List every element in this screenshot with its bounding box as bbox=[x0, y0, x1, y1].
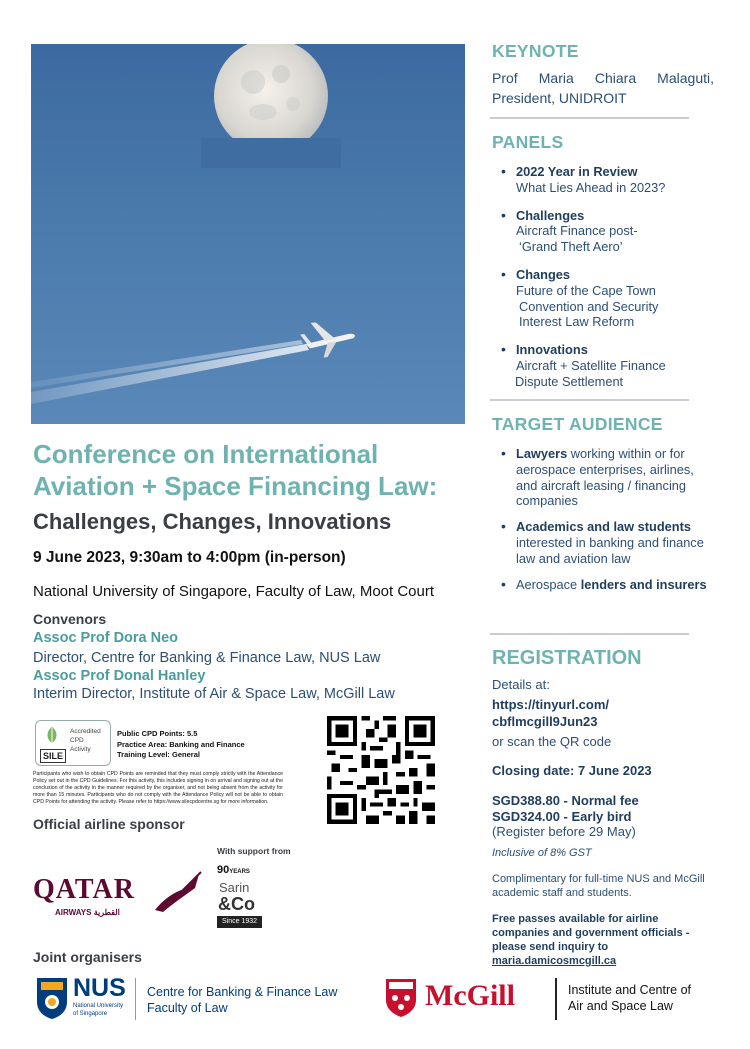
oryx-icon bbox=[151, 870, 203, 916]
cpd-practice-area: Practice Area: Banking and Finance bbox=[117, 739, 245, 749]
qatar-wordmark: QATAR bbox=[33, 874, 135, 905]
audience-list bbox=[499, 446, 714, 592]
sile-cpd-logo bbox=[35, 720, 111, 766]
airplane bbox=[299, 317, 358, 360]
mcgill-shield-icon bbox=[385, 978, 417, 1018]
conference-subtitle: Challenges, Changes, Innovations bbox=[33, 509, 392, 534]
nus-wordmark: NUS bbox=[73, 974, 126, 1002]
moon bbox=[201, 44, 341, 168]
panel-desc: Dispute Settlement bbox=[515, 373, 624, 389]
sarin-co-logo bbox=[217, 864, 265, 930]
convenors-heading: Convenors bbox=[33, 611, 107, 627]
list-item bbox=[499, 577, 714, 593]
early-bird-fee: SGD324.00 - Early bird bbox=[492, 809, 632, 824]
registration-link[interactable] bbox=[492, 696, 609, 730]
panel-desc: Interest Law Reform bbox=[519, 314, 635, 330]
accredited-line: Accredited bbox=[70, 728, 101, 735]
nus-sub-line: of Singapore bbox=[73, 1010, 108, 1017]
sarin-co: &Co bbox=[218, 894, 255, 914]
contrail bbox=[31, 340, 309, 404]
airline-sponsor-heading: Official airline sponsor bbox=[33, 816, 185, 832]
mcgill-inst-line: Air and Space Law bbox=[568, 999, 673, 1013]
registration-heading: REGISTRATION bbox=[492, 647, 642, 669]
registration-link-line[interactable]: cbflmcgill9Jun23 bbox=[492, 714, 598, 729]
divider bbox=[490, 399, 689, 401]
list-item bbox=[499, 519, 714, 566]
panel-desc: ‘Grand Theft Aero’ bbox=[519, 239, 623, 255]
audience-bold: Lawyers bbox=[516, 446, 568, 461]
early-bird-note: (Register before 29 May) bbox=[492, 824, 636, 839]
sile-text: SILE bbox=[40, 749, 66, 763]
cpd-attendance-note: Participants who wish to obtain CPD Points are reminded that they must comply strictly with the Attendance Policy set out in the CPD Guidelines. For this activity, this includes signing in on arrival and signing out at the conclusion of the activity in the manner required by the organiser, and not being absent from the activity for more than 15 minutes. Participants who do not comply with the Attendance Policy will not be able to obtain CPD Points for attending the activity. Please refer to https://www.silecpdcentre.sg for more information. bbox=[33, 771, 283, 805]
cpd-info bbox=[117, 729, 245, 761]
nus-centre-name bbox=[147, 984, 337, 1016]
panel-desc: Aircraft Finance post- bbox=[516, 223, 638, 239]
list-item bbox=[499, 446, 714, 509]
closing-date: Closing date: 7 June 2023 bbox=[492, 763, 652, 778]
audience-text: Aerospace bbox=[516, 576, 581, 592]
conference-title bbox=[33, 438, 473, 502]
audience-bold: Academics and law students bbox=[516, 519, 691, 535]
leaf-icon bbox=[42, 725, 62, 745]
complimentary-note: Complimentary for full-time NUS and McGill academic staff and students. bbox=[492, 873, 705, 899]
accredited-text bbox=[70, 727, 101, 754]
cpd-training-level: Training Level: General bbox=[117, 750, 200, 759]
panel-title: Challenges bbox=[516, 207, 585, 223]
conference-title-line2: Aviation + Space Financing Law: bbox=[33, 471, 438, 501]
conference-venue: National University of Singapore, Faculty of Law, Moot Court bbox=[33, 583, 435, 600]
cpd-line: CPD bbox=[70, 737, 84, 744]
panel-desc: Convention and Security bbox=[519, 298, 659, 314]
qatar-airways-subtext: AIRWAYS القطرية bbox=[55, 908, 120, 917]
keynote-heading: KEYNOTE bbox=[492, 41, 579, 61]
divider bbox=[135, 978, 136, 1020]
nus-crest-icon bbox=[35, 976, 69, 1020]
target-audience-heading: TARGET AUDIENCE bbox=[492, 414, 663, 434]
panels-heading: PANELS bbox=[492, 132, 564, 152]
panel-desc: Aircraft + Satellite Finance bbox=[516, 357, 666, 373]
sarin-years-label: YEARS bbox=[229, 869, 250, 875]
divider bbox=[490, 117, 689, 119]
cpd-points: Public CPD Points: 5.5 bbox=[117, 729, 198, 738]
nus-cbfl-logo bbox=[35, 974, 365, 1026]
nus-sub-line: National University bbox=[73, 1003, 124, 1009]
sarin-since: Since 1932 bbox=[217, 916, 262, 928]
list-item bbox=[499, 267, 714, 330]
free-passes-text: Free passes available for airline companies and government officials - please send inquiry to bbox=[492, 913, 690, 953]
hero-photo-moon-airplane bbox=[31, 44, 465, 424]
keynote-speaker: Prof Maria Chiara Malaguti, President, UNIDROIT bbox=[492, 70, 714, 106]
panel-desc: Future of the Cape Town bbox=[516, 282, 656, 298]
list-item bbox=[499, 164, 714, 196]
qatar-airways-logo bbox=[33, 870, 205, 922]
mcgill-wordmark: McGill bbox=[425, 979, 515, 1012]
convenor-role: Interim Director, Institute of Air & Space Law, McGill Law bbox=[33, 686, 395, 702]
audience-text: interested in banking and finance law and aviation law bbox=[516, 534, 704, 566]
panel-title: Innovations bbox=[516, 342, 588, 358]
audience-text: working within or for aerospace enterprises, airlines, and aircraft leasing / financing companies bbox=[516, 446, 694, 509]
divider bbox=[490, 633, 689, 635]
convenor-name: Assoc Prof Donal Hanley bbox=[33, 668, 206, 684]
joint-organisers-heading: Joint organisers bbox=[33, 949, 142, 965]
scan-qr-text: or scan the QR code bbox=[492, 734, 612, 749]
panel-title: 2022 Year in Review bbox=[516, 164, 638, 179]
contact-email-link[interactable]: maria.damicosmcgill.ca bbox=[492, 955, 617, 967]
sarin-years bbox=[217, 864, 250, 876]
nus-centre-line: Centre for Banking & Finance Law bbox=[147, 985, 338, 999]
normal-fee: SGD388.80 - Normal fee bbox=[492, 793, 639, 808]
sarin-years-number: 90 bbox=[217, 864, 230, 876]
free-passes-note bbox=[492, 912, 714, 968]
nus-faculty-line: Faculty of Law bbox=[147, 1001, 228, 1015]
mcgill-institute-name bbox=[568, 982, 691, 1014]
conference-date: 9 June 2023, 9:30am to 4:00pm (in-person) bbox=[33, 549, 346, 566]
conference-title-line1: Conference on International bbox=[33, 439, 379, 469]
mcgill-inst-line: Institute and Centre of bbox=[568, 983, 691, 997]
nus-subtext bbox=[73, 1003, 123, 1018]
audience-bold: lenders and insurers bbox=[580, 576, 707, 592]
list-item bbox=[499, 208, 714, 255]
panels-list bbox=[499, 164, 714, 390]
registration-link-line[interactable]: https://tinyurl.com/ bbox=[492, 697, 609, 712]
mcgill-iasl-logo bbox=[385, 976, 725, 1024]
panel-desc: What Lies Ahead in 2023? bbox=[516, 179, 666, 195]
registration-qr-code[interactable] bbox=[327, 716, 435, 824]
details-label: Details at: bbox=[492, 677, 550, 692]
convenor-name: Assoc Prof Dora Neo bbox=[33, 630, 179, 646]
divider bbox=[555, 978, 557, 1020]
activity-line: Activity bbox=[70, 746, 91, 753]
support-heading: With support from bbox=[217, 846, 291, 856]
sarin-name: Sarin bbox=[219, 880, 250, 895]
list-item bbox=[499, 342, 714, 389]
panel-title: Changes bbox=[516, 266, 571, 282]
convenor-role: Director, Centre for Banking & Finance Law, NUS Law bbox=[33, 650, 381, 666]
gst-note: Inclusive of 8% GST bbox=[492, 847, 592, 859]
hero-illustration bbox=[31, 44, 465, 424]
